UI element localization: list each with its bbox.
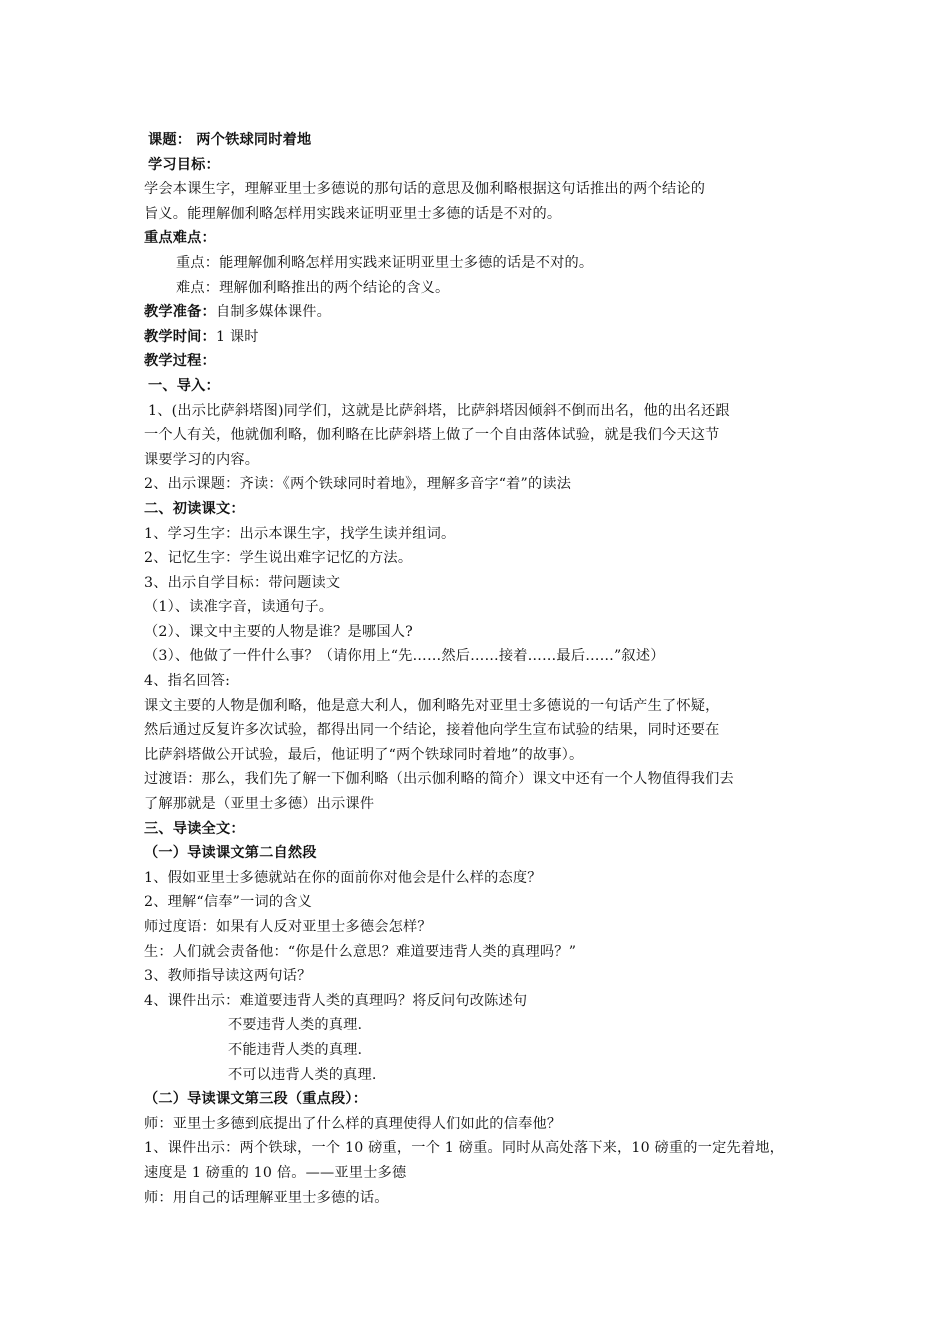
line-text: 1、课件出示：两个铁球，一个 10 磅重，一个 1 磅重。同时从高处落下来，10 磅重的一定先着地， xyxy=(144,1140,785,1157)
line-text: 学习目标： xyxy=(148,156,220,173)
text-line xyxy=(144,202,824,227)
line-text: 2、出示课题：齐读：《两个铁球同时着地》，理解多音字“着”的读法 xyxy=(144,476,572,493)
line-text: 旨义。能理解伽利略怎样用实践来证明亚里士多德的话是不对的。 xyxy=(144,205,562,222)
line-text: 三、导读全文： xyxy=(144,820,245,837)
text-line xyxy=(144,497,824,522)
line-text: 学会本课生字，理解亚里士多德说的那句话的意思及伽利略根据这句话推出的两个结论的 xyxy=(144,181,706,198)
line-text: 不可以违背人类的真理. xyxy=(228,1066,377,1083)
text-line xyxy=(144,940,824,965)
line-text: 一个人有关，他就伽利略，伽利略在比萨斜塔上做了一个自由落体试验，就是我们今天这节 xyxy=(144,427,720,444)
text-line xyxy=(144,669,824,694)
text-line xyxy=(144,128,824,153)
text-line xyxy=(144,1112,824,1137)
line-text: （3）、他做了一件什么事？（请你用上“先……然后……接着……最后……”叙述） xyxy=(144,648,665,665)
line-text: 生：人们就会责备他：“你是什么意思？难道要违背人类的真理吗？” xyxy=(144,943,577,960)
text-line xyxy=(144,841,824,866)
line-text: 然后通过反复许多次试验，都得出同一个结论，接着他向学生宣布试验的结果，同时还要在 xyxy=(144,722,720,739)
text-line xyxy=(144,177,824,202)
line-text: 重点难点： xyxy=(144,230,216,247)
line-text: （一）导读课文第二自然段 xyxy=(144,845,317,862)
line-text: 重点：能理解伽利略怎样用实践来证明亚里士多德的话是不对的。 xyxy=(176,254,594,271)
text-line xyxy=(144,423,824,448)
text-line xyxy=(144,1161,824,1186)
line-text: 4、指名回答: xyxy=(144,673,231,690)
text-line xyxy=(144,300,824,325)
line-text: 过渡语：那么，我们先了解一下伽利略（出示伽利略的简介）课文中还有一个人物值得我们去 xyxy=(144,771,734,788)
line-text: 1、(出示比萨斜塔图)同学们，这就是比萨斜塔，比萨斜塔因倾斜不倒而出名，他的出名还跟 xyxy=(148,402,730,419)
line-label: 教学时间： xyxy=(144,328,216,345)
text-line xyxy=(144,1063,824,1088)
text-line xyxy=(144,374,824,399)
text-line xyxy=(144,571,824,596)
text-line xyxy=(144,399,824,424)
line-text: 师过度语：如果有人反对亚里士多德会怎样？ xyxy=(144,919,432,935)
line-text: 师：用自己的话理解亚里士多德的话。 xyxy=(144,1189,389,1206)
text-line xyxy=(144,817,824,842)
text-line xyxy=(144,595,824,620)
line-text: （1）、读准字音，读通句子。 xyxy=(144,599,334,616)
line-text: 不能违背人类的真理. xyxy=(228,1041,363,1058)
text-line xyxy=(144,718,824,743)
line-text: 二、初读课文： xyxy=(144,500,245,517)
line-text: 难点：理解伽利略推出的两个结论的含义。 xyxy=(176,279,450,296)
line-text: （二）导读课文第三段（重点段）： xyxy=(144,1091,368,1108)
line-text: 速度是 1 磅重的 10 倍。——亚里士多德 xyxy=(144,1164,407,1181)
text-line xyxy=(144,989,824,1014)
line-text: 一、导入： xyxy=(148,377,220,394)
text-line xyxy=(144,915,824,940)
line-text: 1、学习生字：出示本课生字，找学生读并组词。 xyxy=(144,525,456,542)
line-text: 自制多媒体课件。 xyxy=(215,304,332,321)
text-line xyxy=(144,1136,824,1161)
text-line xyxy=(144,890,824,915)
line-text: 2、理解“信奉”一词的含义 xyxy=(144,894,313,911)
line-text: 2、记忆生字：学生说出难字记忆的方法。 xyxy=(144,550,413,567)
text-line xyxy=(144,251,824,276)
text-line xyxy=(144,1186,824,1211)
text-line xyxy=(144,620,824,645)
line-text: 教学过程： xyxy=(144,353,216,370)
text-line xyxy=(144,325,824,350)
lesson-plan-body xyxy=(144,128,824,1210)
line-text: 3、教师指导读这两句话？ xyxy=(144,968,312,985)
line-text: 1 课时 xyxy=(215,328,259,345)
text-line xyxy=(144,694,824,719)
text-line xyxy=(144,866,824,891)
text-line xyxy=(144,1038,824,1063)
text-line xyxy=(144,153,824,178)
text-line xyxy=(144,448,824,473)
line-text: （2）、课文中主要的人物是谁？是哪国人? xyxy=(144,623,413,640)
line-text: 课题： 两个铁球同时着地 xyxy=(148,132,312,148)
text-line xyxy=(144,964,824,989)
text-line xyxy=(144,792,824,817)
text-line xyxy=(144,1013,824,1038)
line-text: 师：亚里士多德到底提出了什么样的真理使得人们如此的信奉他？ xyxy=(144,1115,562,1132)
line-text: 课文主要的人物是伽利略，他是意大利人，伽利略先对亚里士多德说的一句话产生了怀疑， xyxy=(144,697,720,714)
line-text: 不要违背人类的真理. xyxy=(228,1017,363,1034)
text-line xyxy=(144,767,824,792)
text-line xyxy=(144,1087,824,1112)
text-line xyxy=(144,472,824,497)
text-line xyxy=(144,276,824,301)
text-line xyxy=(144,743,824,768)
text-line xyxy=(144,546,824,571)
line-text: 比萨斜塔做公开试验，最后，他证明了“两个铁球同时着地”的故事）。 xyxy=(144,746,584,763)
text-line xyxy=(144,644,824,669)
line-text: 3、出示自学目标：带问题读文 xyxy=(144,574,341,591)
text-line xyxy=(144,349,824,374)
text-line xyxy=(144,226,824,251)
line-label: 教学准备： xyxy=(144,304,216,321)
line-text: 课要学习的内容。 xyxy=(144,451,260,468)
line-text: 了解那就是（亚里士多德）出示课件 xyxy=(144,796,375,813)
line-text: 1、假如亚里士多德就站在你的面前你对他会是什么样的态度？ xyxy=(144,869,542,886)
text-line xyxy=(144,522,824,547)
line-text: 4、课件出示：难道要违背人类的真理吗？将反问句改陈述句 xyxy=(144,992,528,1009)
